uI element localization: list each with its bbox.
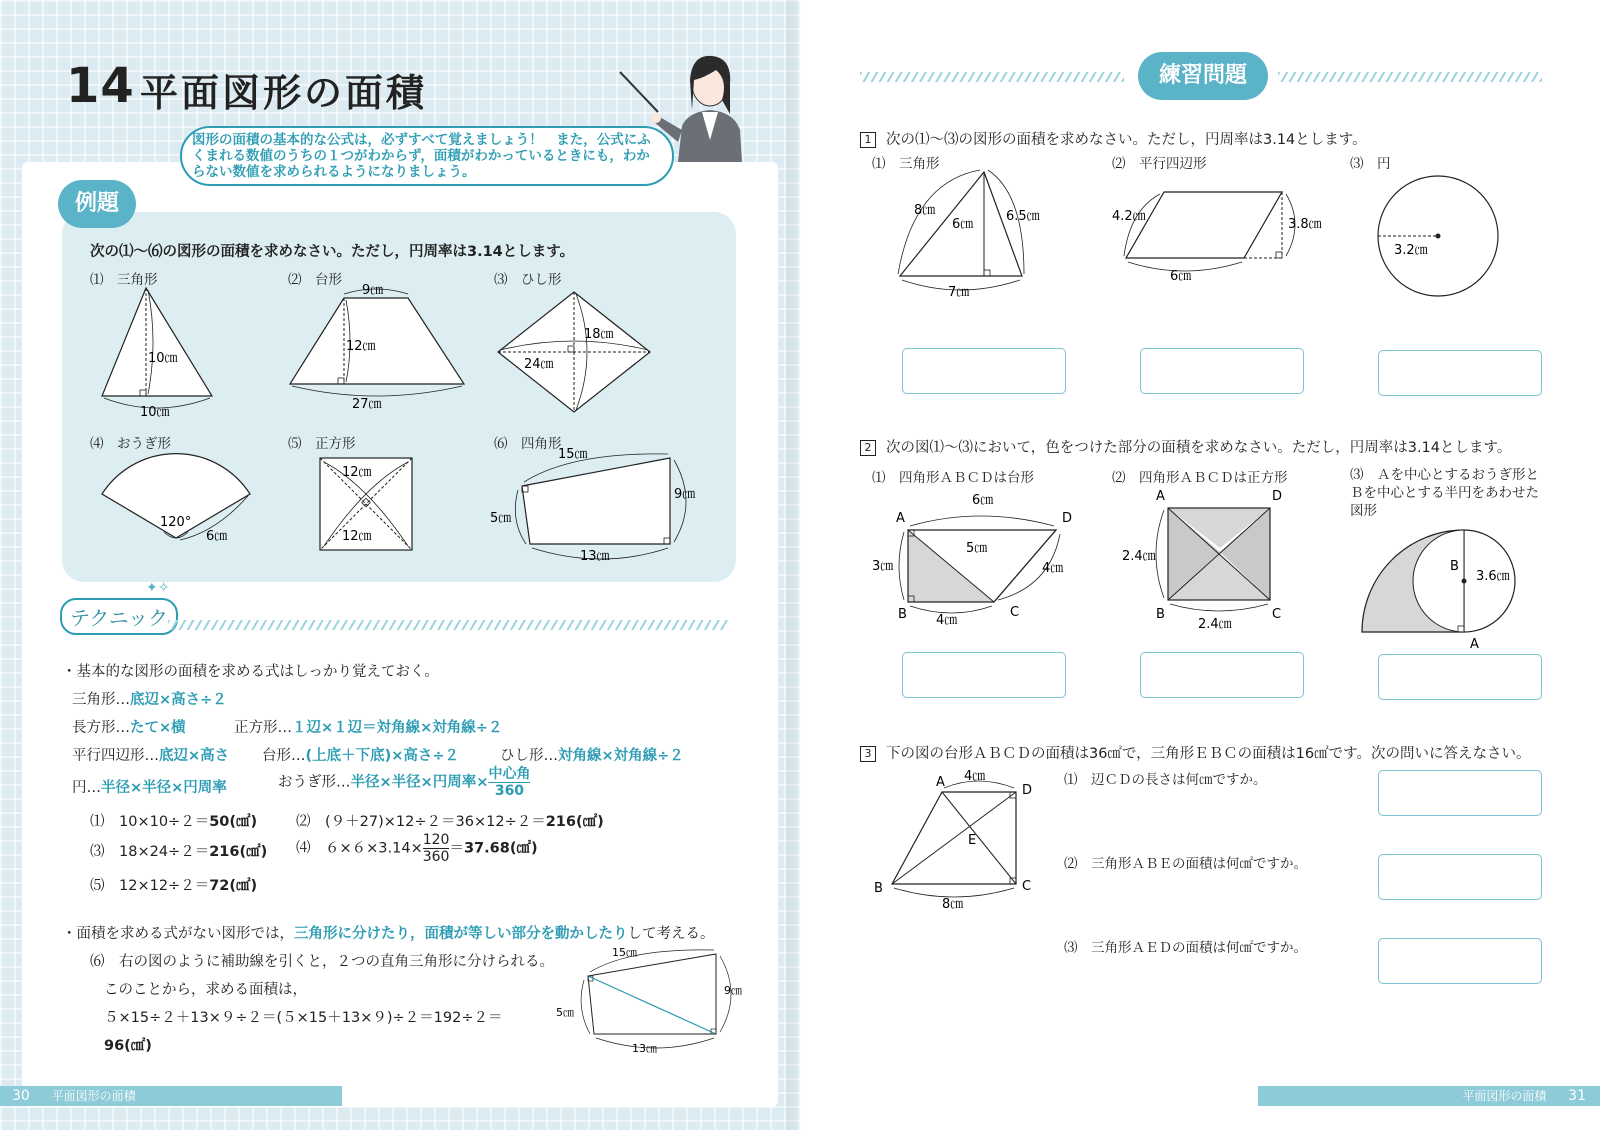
figure-6-quadrilateral <box>492 446 708 564</box>
q3-label-bottom: 8㎝ <box>942 897 964 912</box>
q3-label-A: A <box>936 775 945 790</box>
figure-1-base-label: 10㎝ <box>140 405 170 420</box>
q2-fig2-title: ⑵ 四角形ＡＢＣＤは正方形 <box>1112 470 1288 486</box>
q2-fig1-label-D: D <box>1062 511 1073 526</box>
technique-divider <box>168 620 728 630</box>
q2-fig2-label-A: A <box>1156 489 1165 504</box>
q2-fig2-label-B: B <box>1156 607 1165 622</box>
left-footer-bar <box>0 1086 342 1106</box>
q2-fig1-label-top: 6㎝ <box>972 493 994 508</box>
q2-fig3-sector-semicircle <box>1354 524 1524 654</box>
solution-4: ⑷ ６×６×3.14× $\frac{120}{360}$ ＝37.68(㎠) <box>296 832 538 865</box>
practice-badge: 練習問題 <box>1138 52 1268 100</box>
q1-fig3-title: ⑶ 円 <box>1350 156 1391 172</box>
figure-3-title: ⑶ ひし形 <box>494 272 562 288</box>
solution-6-line-3: ５×15÷２＋13×９÷２＝(５×15＋13×９)÷２＝192÷２＝ <box>104 1010 503 1026</box>
answer-box-q3-1[interactable] <box>1378 770 1542 816</box>
q1-fig2-label-height: 3.8㎝ <box>1288 217 1322 232</box>
q1-text: 1 次の⑴～⑶の図形の面積を求めなさい。ただし，円周率は3.14とします。 <box>860 128 1367 149</box>
s6-fig-top-label: 15㎝ <box>612 946 637 959</box>
q2-fig3-label-A: A <box>1470 637 1479 652</box>
figure-2-height-label: 12㎝ <box>346 339 376 354</box>
q2-fig2-square <box>1120 488 1310 634</box>
q2-fig1-label-diag: 5㎝ <box>966 541 988 556</box>
answer-box-q3-3[interactable] <box>1378 938 1542 984</box>
figure-4-title: ⑷ おうぎ形 <box>90 436 171 452</box>
chapter-number: 14 <box>66 58 135 114</box>
figure-2-title: ⑵ 台形 <box>288 272 342 288</box>
tech-2-text: ・面積を求める式がない図形では，三角形に分けたり，面積が等しい部分を動かしたりして考える。 <box>62 926 715 942</box>
q3-label-E: E <box>968 833 977 848</box>
formula-rectangle: 長方形…たて×横 <box>72 720 186 736</box>
chapter-title: 平面図形の面積 <box>140 71 428 115</box>
figure-4-radius-label: 6㎝ <box>206 529 228 544</box>
figure-6-right-label: 9㎝ <box>674 487 696 502</box>
solution-3: ⑶ 18×24÷２＝216(㎠) <box>90 844 268 860</box>
q3-label-D: D <box>1022 783 1033 798</box>
formula-parallelogram: 平行四辺形…底辺×高さ <box>72 748 230 764</box>
figure-6-title: ⑹ 四角形 <box>494 436 562 452</box>
figure-3-diagonal-1-label: 18㎝ <box>584 327 614 342</box>
q2-fig3-title: ⑶ Ａを中心とするおうぎ形とＢを中心とする半円をあわせた図形 <box>1350 467 1539 519</box>
q1-fig2-parallelogram <box>1114 180 1330 290</box>
q2-fig2-label-D: D <box>1272 489 1283 504</box>
figure-3-diagonal-2-label: 24㎝ <box>524 357 554 372</box>
page-gutter <box>786 0 814 1130</box>
tech-intro: ・基本的な図形の面積を求める式はしっかり覚えておく。 <box>62 664 439 680</box>
q3-sub-3: ⑶ 三角形ＡＥＤの面積は何㎠ですか。 <box>1064 940 1307 956</box>
q2-fig1-label-A: A <box>896 511 905 526</box>
s6-fig-right-label: 9㎝ <box>724 984 742 997</box>
q3-sub-1: ⑴ 辺ＣＤの長さは何㎝ですか。 <box>1064 772 1267 788</box>
figure-4-angle-label: 120° <box>160 515 192 530</box>
q1-fig1-label-right: 6.5㎝ <box>1006 209 1040 224</box>
formula-circle: 円…半径×半径×円周率 <box>72 780 227 796</box>
figure-2-base-label: 27㎝ <box>352 397 382 412</box>
q2-fig1-label-right: 4㎝ <box>1042 561 1064 576</box>
q1-fig2-title: ⑵ 平行四辺形 <box>1112 156 1207 172</box>
figure-5-title: ⑸ 正方形 <box>288 436 356 452</box>
q1-fig2-label-side: 4.2㎝ <box>1112 209 1146 224</box>
sparkle-icon: ✦✧ <box>146 580 170 596</box>
figure-5-diagonal-2-label: 12㎝ <box>342 529 372 544</box>
solution-6-line-2: このことから，求める面積は， <box>104 982 307 998</box>
figure-2-trapezoid <box>288 282 468 417</box>
q2-fig2-label-bottom: 2.4㎝ <box>1198 617 1232 632</box>
q1-fig3-label-radius: 3.2㎝ <box>1394 243 1428 258</box>
figure-6-top-label: 15㎝ <box>558 447 588 462</box>
q1-fig2-label-base: 6㎝ <box>1170 269 1192 284</box>
q2-fig1-label-B: B <box>898 607 907 622</box>
solution-6-line-1: ⑹ 右の図のように補助線を引くと，２つの直角三角形に分けられる。 <box>90 954 554 970</box>
figure-6-bottom-label: 13㎝ <box>580 549 610 564</box>
formula-trapezoid: 台形…(上底＋下底)×高さ÷２ <box>262 748 460 764</box>
answer-box-q2-3[interactable] <box>1378 654 1542 700</box>
solution-1: ⑴ 10×10÷２＝50(㎠) <box>90 814 258 830</box>
figure-2-top-label: 9㎝ <box>362 283 384 298</box>
solution-6-answer: 96(㎠) <box>104 1038 152 1054</box>
formula-triangle: 三角形…底辺×高さ÷２ <box>72 692 227 708</box>
example-question: 次の⑴～⑹の図形の面積を求めなさい。ただし，円周率は3.14とします。 <box>90 244 575 260</box>
intro-speech-bubble: 図形の面積の基本的な公式は，必ずすべて覚えましょう！ また，公式にふくまれる数値のうちの１つがわからず，面積がわかっているときにも，わからない数値を求められるようになりましょう。 <box>180 126 674 186</box>
formula-square: 正方形…１辺×１辺＝対角線×対角線÷２ <box>234 720 503 736</box>
answer-box-q1-1[interactable] <box>902 348 1066 394</box>
s6-fig-bottom-label: 13㎝ <box>632 1042 657 1055</box>
q2-fig1-title: ⑴ 四角形ＡＢＣＤは台形 <box>872 470 1034 486</box>
q2-fig1-label-bottom: 4㎝ <box>936 613 958 628</box>
answer-box-q2-2[interactable] <box>1140 652 1304 698</box>
s6-fig-left-label: 5㎝ <box>556 1006 574 1019</box>
answer-box-q3-2[interactable] <box>1378 854 1542 900</box>
q2-fig3-label-radius: 3.6㎝ <box>1476 569 1510 584</box>
technique-badge: テクニック <box>60 598 178 635</box>
q3-sub-2: ⑵ 三角形ＡＢＥの面積は何㎠ですか。 <box>1064 856 1307 872</box>
q1-fig1-title: ⑴ 三角形 <box>872 156 940 172</box>
figure-5-diagonal-1-label: 12㎝ <box>342 465 372 480</box>
practice-divider-left <box>860 72 1124 82</box>
q1-fig1-label-height: 6㎝ <box>952 217 974 232</box>
right-footer-title: 平面図形の面積 <box>1462 1089 1547 1103</box>
q2-fig2-label-C: C <box>1272 607 1282 622</box>
figure-1-triangle <box>96 282 226 422</box>
q2-fig1-trapezoid <box>870 490 1080 630</box>
q2-fig1-label-left: 3㎝ <box>872 559 894 574</box>
left-footer-title: 平面図形の面積 <box>51 1089 136 1103</box>
answer-box-q1-3[interactable] <box>1378 350 1542 396</box>
practice-divider-right <box>1278 72 1542 82</box>
q1-fig1-triangle <box>894 164 1054 304</box>
answer-box-q1-2[interactable] <box>1140 348 1304 394</box>
formula-rhombus: ひし形…対角線×対角線÷２ <box>500 748 684 764</box>
q1-fig1-label-left: 8㎝ <box>914 203 936 218</box>
figure-4-sector <box>98 452 254 550</box>
q1-fig1-label-base: 7㎝ <box>948 285 970 300</box>
q3-text: 3 下の図の台形ＡＢＣＤの面積は36㎠で，三角形ＥＢＣの面積は16㎠です。次の問いに答えなさい。 <box>860 742 1530 763</box>
solution-2: ⑵ (９＋27)×12÷２＝36×12÷２＝216(㎠) <box>296 814 604 830</box>
solution-5: ⑸ 12×12÷２＝72(㎠) <box>90 878 258 894</box>
q3-label-C: C <box>1022 879 1032 894</box>
figure-3-rhombus <box>494 288 660 418</box>
right-footer-bar <box>1258 1086 1600 1106</box>
q2-text: 2 次の図⑴～⑶において，色をつけた部分の面積を求めなさい。ただし，円周率は3.14とします。 <box>860 436 1511 457</box>
q2-fig1-label-C: C <box>1010 605 1020 620</box>
figure-1-title: ⑴ 三角形 <box>90 272 158 288</box>
example-badge: 例題 <box>58 180 136 228</box>
q3-label-top: 4㎝ <box>964 769 986 784</box>
q1-fig3-circle <box>1376 172 1506 302</box>
figure-1-height-label: 10㎝ <box>148 351 178 366</box>
q3-label-B: B <box>874 881 883 896</box>
q3-figure-trapezoid <box>872 766 1042 916</box>
formula-sector: おうぎ形…半径×半径×円周率× $\frac{\text{中心角}}{360}$ <box>278 766 531 799</box>
left-page-number: 30 <box>12 1088 30 1104</box>
figure-5-square <box>316 454 416 554</box>
q2-fig3-label-B: B <box>1450 559 1459 574</box>
right-page-number: 31 <box>1568 1088 1586 1104</box>
solution-6-figure <box>556 942 750 1055</box>
answer-box-q2-1[interactable] <box>902 652 1066 698</box>
q2-fig2-label-side: 2.4㎝ <box>1122 549 1156 564</box>
figure-6-left-label: 5㎝ <box>490 511 512 526</box>
